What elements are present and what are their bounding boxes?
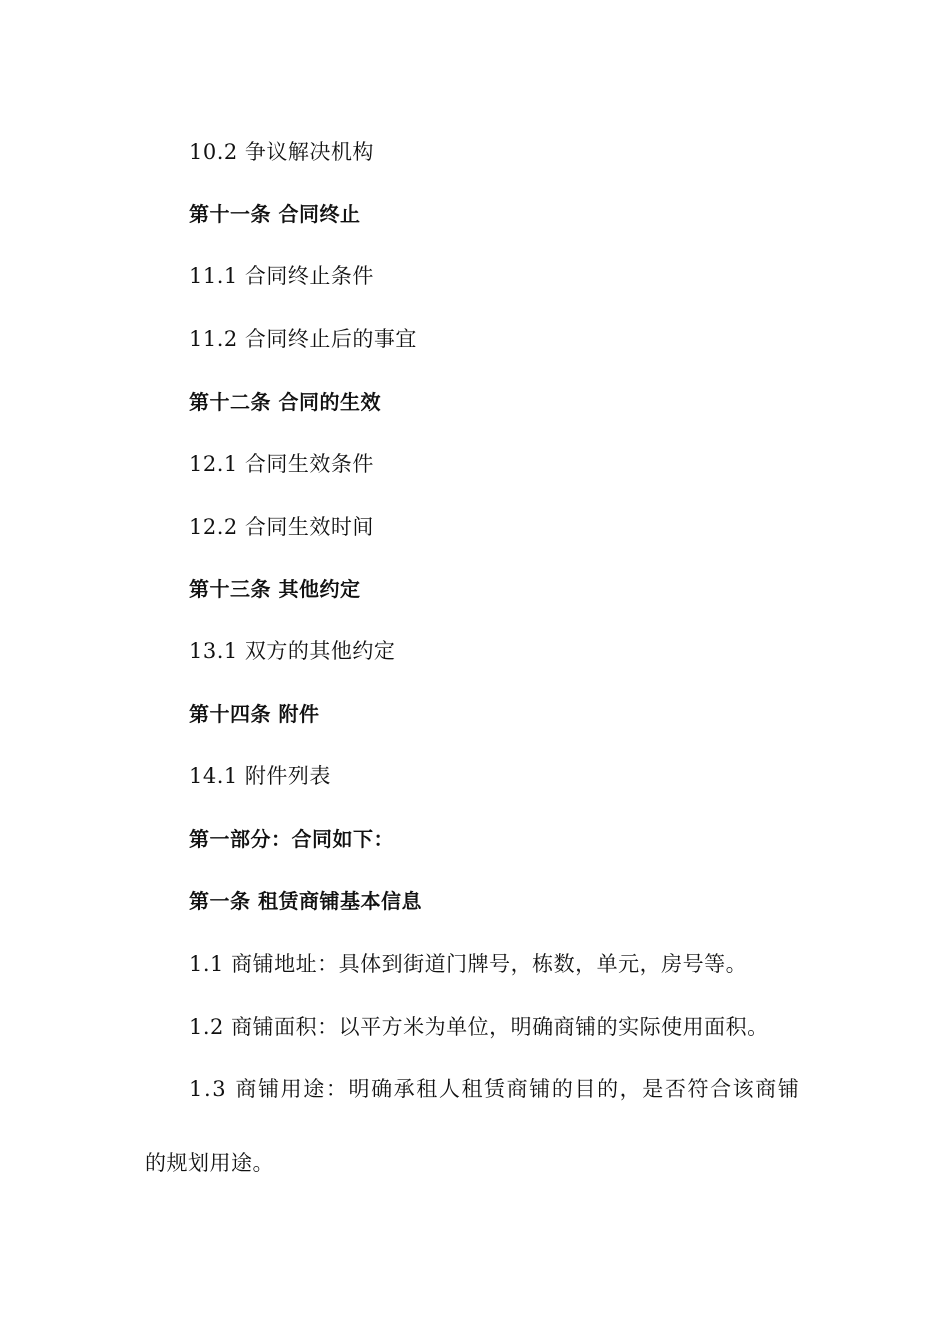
article-1-heading: 第一条 租赁商铺基本信息 xyxy=(189,889,422,913)
part-1-heading: 第一部分：合同如下： xyxy=(189,827,394,851)
article-12-heading: 第十二条 合同的生效 xyxy=(189,390,381,414)
article-11-heading: 第十一条 合同终止 xyxy=(189,202,361,226)
clause-10-2: 10.2 争议解决机构 xyxy=(189,140,374,164)
clause-13-1: 13.1 双方的其他约定 xyxy=(189,639,396,663)
clause-12-2: 12.2 合同生效时间 xyxy=(189,515,374,539)
clause-12-1: 12.1 合同生效条件 xyxy=(189,452,374,476)
clause-11-2: 11.2 合同终止后的事宜 xyxy=(189,327,417,351)
clause-1-3: 1.3 商铺用途：明确承租人租赁商铺的目的，是否符合该商铺 xyxy=(189,1077,801,1101)
clause-1-3-continuation: 的规划用途。 xyxy=(145,1151,274,1175)
article-14-heading: 第十四条 附件 xyxy=(189,702,320,726)
article-13-heading: 第十三条 其他约定 xyxy=(189,577,361,601)
clause-1-1: 1.1 商铺地址：具体到街道门牌号，栋数，单元，房号等。 xyxy=(189,952,748,976)
clause-1-2: 1.2 商铺面积：以平方米为单位，明确商铺的实际使用面积。 xyxy=(189,1015,769,1039)
clause-11-1: 11.1 合同终止条件 xyxy=(189,264,374,288)
clause-14-1: 14.1 附件列表 xyxy=(189,764,331,788)
